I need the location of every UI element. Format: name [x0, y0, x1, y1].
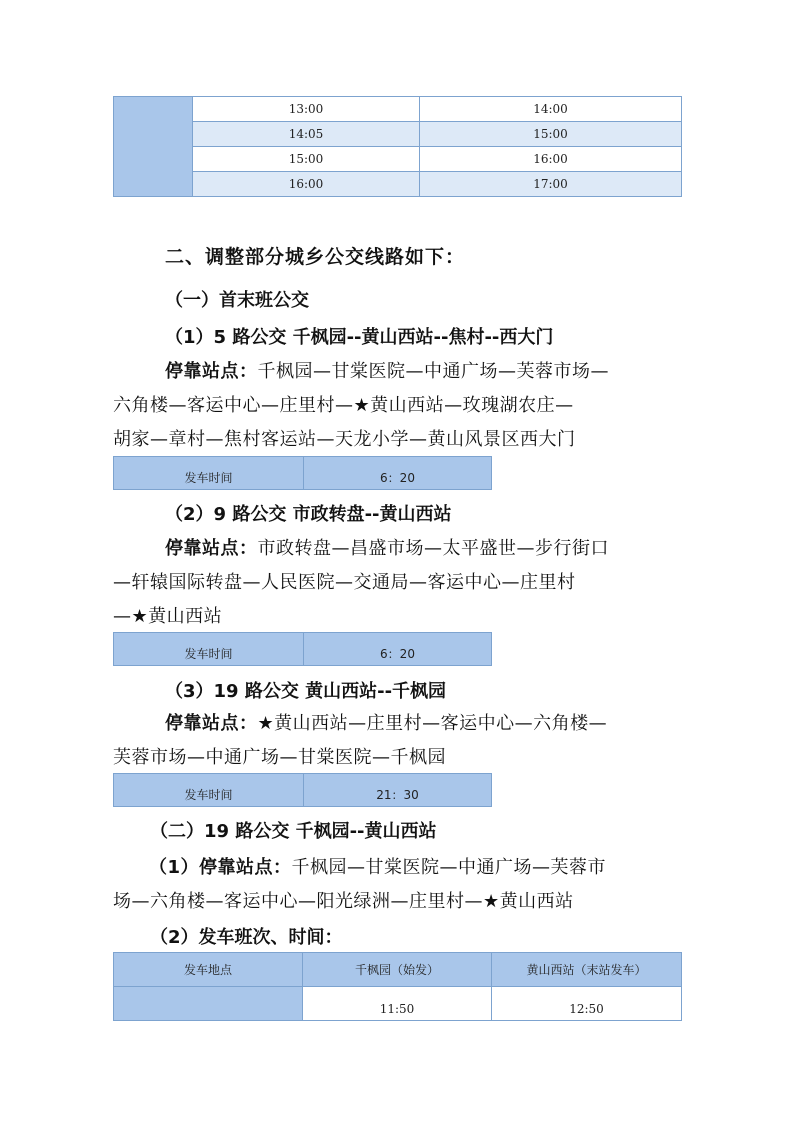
stops-label: 停靠站点：: [165, 361, 258, 382]
stops-line: 场—六角楼—客运中心—阳光绿洲—庄里村—★黄山西站: [113, 891, 574, 912]
time-value: 21：30: [304, 774, 492, 807]
time-value: 6：20: [304, 457, 492, 490]
departure-time-table-9: [113, 632, 492, 666]
table-cell: 15:00: [193, 147, 420, 172]
table-header: 黄山西站（末站发车）: [492, 953, 682, 987]
subsection-heading-1: （一）首末班公交: [165, 290, 309, 311]
departure-time-table-5: [113, 456, 492, 490]
table-cell: 16:00: [193, 172, 420, 197]
route-stops-19-full: [113, 851, 688, 919]
time-label: 发车时间: [114, 457, 304, 490]
stops-line: 千枫园—甘棠医院—中通广场—芙蓉市: [291, 857, 607, 878]
route-title-19: （3）19 路公交 黄山西站--千枫园: [165, 681, 447, 702]
table-cell: 14:05: [193, 122, 420, 147]
departure-time-table-19: [113, 773, 492, 807]
time-label: 发车时间: [114, 774, 304, 807]
table-cell: [114, 987, 303, 1021]
top-timetable: [113, 96, 682, 197]
time-value: 6：20: [304, 633, 492, 666]
route-stops-19: [113, 707, 688, 775]
route-stops-5: [113, 355, 688, 457]
subsection-heading-2: （二）19 路公交 千枫园--黄山西站: [150, 821, 437, 842]
stops-line: 芙蓉市场—中通广场—甘棠医院—千枫园: [113, 747, 446, 768]
table-header: 发车地点: [114, 953, 303, 987]
table-header: 千枫园（始发）: [303, 953, 492, 987]
stops-line: ★黄山西站—庄里村—客运中心—六角楼—: [257, 713, 608, 734]
time-label: 发车时间: [114, 633, 304, 666]
stops-line: 六角楼—客运中心—庄里村—★黄山西站—玫瑰湖农庄—: [113, 395, 574, 416]
route-stops-9: [113, 532, 688, 634]
table-cell: 16:00: [420, 147, 682, 172]
timetable-side-cell: [114, 97, 193, 197]
schedule-table: [113, 952, 682, 1021]
table-cell: 12:50: [492, 987, 682, 1021]
table-cell: 15:00: [420, 122, 682, 147]
stops-line: 千枫园—甘棠医院—中通广场—芙蓉市场—: [257, 361, 609, 382]
item1-label: （1）停靠站点：: [149, 857, 292, 878]
route-title-5: （1）5 路公交 千枫园--黄山西站--焦村--西大门: [165, 327, 554, 348]
item2-label: （2）发车班次、时间：: [150, 927, 343, 948]
table-cell: 17:00: [420, 172, 682, 197]
stops-line: 胡家—章村—焦村客运站—天龙小学—黄山风景区西大门: [113, 429, 576, 450]
stops-line: 市政转盘—昌盛市场—太平盛世—步行街口: [257, 538, 609, 559]
stops-line: —轩辕国际转盘—人民医院—交通局—客运中心—庄里村: [113, 572, 576, 593]
section-heading: 二、调整部分城乡公交线路如下：: [165, 246, 466, 268]
stops-label: 停靠站点：: [165, 538, 258, 559]
stops-label: 停靠站点：: [165, 713, 258, 734]
stops-line: —★黄山西站: [113, 606, 223, 627]
route-title-9: （2）9 路公交 市政转盘--黄山西站: [165, 504, 452, 525]
table-cell: 11:50: [303, 987, 492, 1021]
table-cell: 13:00: [193, 97, 420, 122]
table-cell: 14:00: [420, 97, 682, 122]
